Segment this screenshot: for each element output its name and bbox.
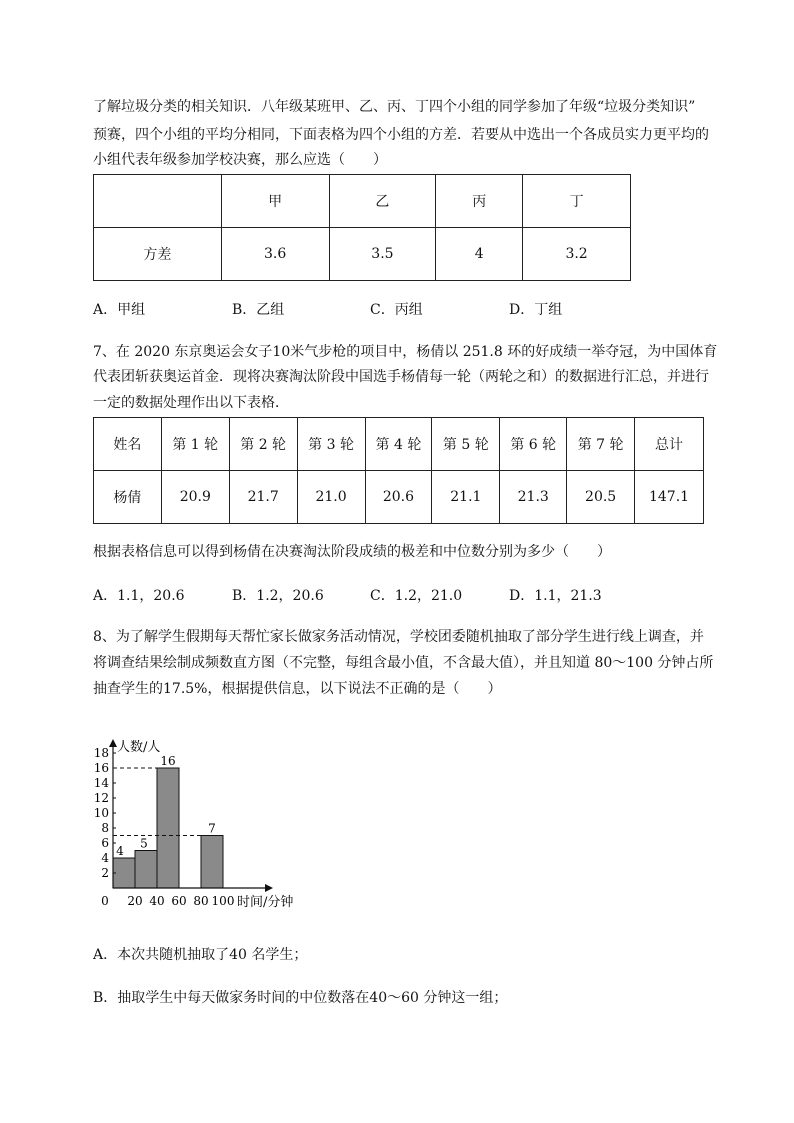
table-header-cell [94,175,222,228]
table-header-cell: 第 3 轮 [297,418,365,471]
table-row [94,228,631,281]
table-header-cell: 第 5 轮 [432,418,500,471]
table-cell: 147.1 [635,471,704,524]
q8-option-b: B．抽取学生中每天做家务时间的中位数落在40～60 分钟这一组； [93,990,508,1006]
q7-text-line-1: 7、在 2020 东京奥运会女子10米气步枪的项目中，杨倩以 251.8 环的好成绩一举夺冠，为中国体育 [93,344,718,360]
table-cell: 杨倩 [94,471,162,524]
y-tick-label: 16 [93,761,109,775]
table-cell: 21.0 [297,471,365,524]
table-header-cell: 第 4 轮 [365,418,432,471]
q6-text-line-2: 预赛，四个小组的平均分相同，下面表格为四个小组的方差．若要从中选出一个各成员实力更平均的 [93,127,709,143]
q7-text-line-2: 代表团斩获奥运首金．现将决赛淘汰阶段中国选手杨倩每一轮（两轮之和）的数据进行汇总，并进行 [93,369,709,385]
y-axis-arrow-icon [109,739,117,747]
table-cell: 21.1 [432,471,500,524]
y-tick-label: 14 [93,776,109,790]
y-tick-label: 4 [101,851,109,865]
histogram-bar [113,858,135,888]
q8-text-line-2: 将调查结果绘制成频数直方图（不完整，每组含最小值，不含最大值），并且知道 80～100 分钟占所 [93,655,714,671]
table-cell: 20.5 [567,471,635,524]
y-tick-label: 18 [93,746,109,760]
y-tick-label: 10 [93,806,109,820]
q7-option-a: A．1.1，20.6 [93,588,185,604]
q8-text-line-3: 抽查学生的17.5%，根据提供信息，以下说法不正确的是（ ） [93,681,502,697]
table-header-cell: 第 1 轮 [161,418,229,471]
y-tick-label: 2 [101,866,109,880]
q7-question: 根据表格信息可以得到杨倩在决赛淘汰阶段成绩的极差和中位数分别为多少（ ） [93,544,611,560]
x-axis-arrow-icon [265,884,273,892]
x-tick-label: 100 [211,894,235,908]
q7-option-d: D．1.1，21.3 [509,588,602,604]
table-cell: 4 [436,228,523,281]
bar-value-label: 7 [208,821,216,836]
histogram-bar [201,836,223,889]
q8-text-line-1: 8、为了解学生假期每天帮忙家长做家务活动情况，学校团委随机抽取了部分学生进行线上调查，并 [93,629,704,645]
frequency-histogram [85,722,315,917]
q8-option-a: A．本次共随机抽取了40 名学生； [93,947,308,963]
table-header-cell: 第 2 轮 [229,418,297,471]
table-header-row [94,175,631,228]
table-cell: 21.7 [229,471,297,524]
bar-value-label: 5 [140,836,148,851]
x-tick-label: 20 [127,894,143,908]
table-header-cell: 丁 [523,175,631,228]
table-cell: 3.6 [221,228,329,281]
x-axis-title: 时间/分钟 [237,895,294,910]
table-cell: 20.9 [161,471,229,524]
x-tick-label: 40 [149,894,165,908]
q7-option-b: B．1.2，20.6 [232,588,324,604]
variance-table [93,174,631,281]
bar-value-label: 4 [116,844,124,858]
q6-option-d: D．丁组 [509,302,563,318]
table-header-cell: 第 7 轮 [567,418,635,471]
histogram-bar [135,851,157,889]
table-header-cell: 丙 [436,175,523,228]
table-header-cell: 甲 [221,175,329,228]
scores-table [93,417,704,524]
y-tick-label: 12 [93,791,109,805]
q7-option-c: C．1.2，21.0 [370,588,463,604]
x-tick-label: 0 [101,894,109,908]
x-tick-label: 80 [193,894,209,908]
table-cell: 方差 [94,228,222,281]
table-header-cell: 姓名 [94,418,162,471]
q6-text-line-1: 了解垃圾分类的相关知识．八年级某班甲、乙、丙、丁四个小组的同学参加了年级“垃圾分类知识” [93,99,696,115]
y-tick-label: 8 [101,821,109,835]
q6-option-c: C．丙组 [370,302,423,318]
table-cell: 21.3 [500,471,567,524]
x-tick-label: 60 [171,894,187,908]
y-axis-title: 人数/人 [117,740,161,755]
table-cell: 3.2 [523,228,631,281]
table-cell: 3.5 [329,228,436,281]
q7-text-line-3: 一定的数据处理作出以下表格． [93,395,289,411]
y-tick-label: 6 [101,836,109,850]
table-cell: 20.6 [365,471,432,524]
q6-option-b: B．乙组 [232,302,285,318]
table-header-cell: 总计 [635,418,704,471]
q6-text-line-3: 小组代表年级参加学校决赛，那么应选（ ） [93,152,387,168]
q6-option-a: A．甲组 [93,302,146,318]
table-header-row [94,418,704,471]
table-header-cell: 第 6 轮 [500,418,567,471]
histogram-bar [157,768,179,888]
bar-value-label: 16 [160,754,176,768]
table-row [94,471,704,524]
table-header-cell: 乙 [329,175,436,228]
